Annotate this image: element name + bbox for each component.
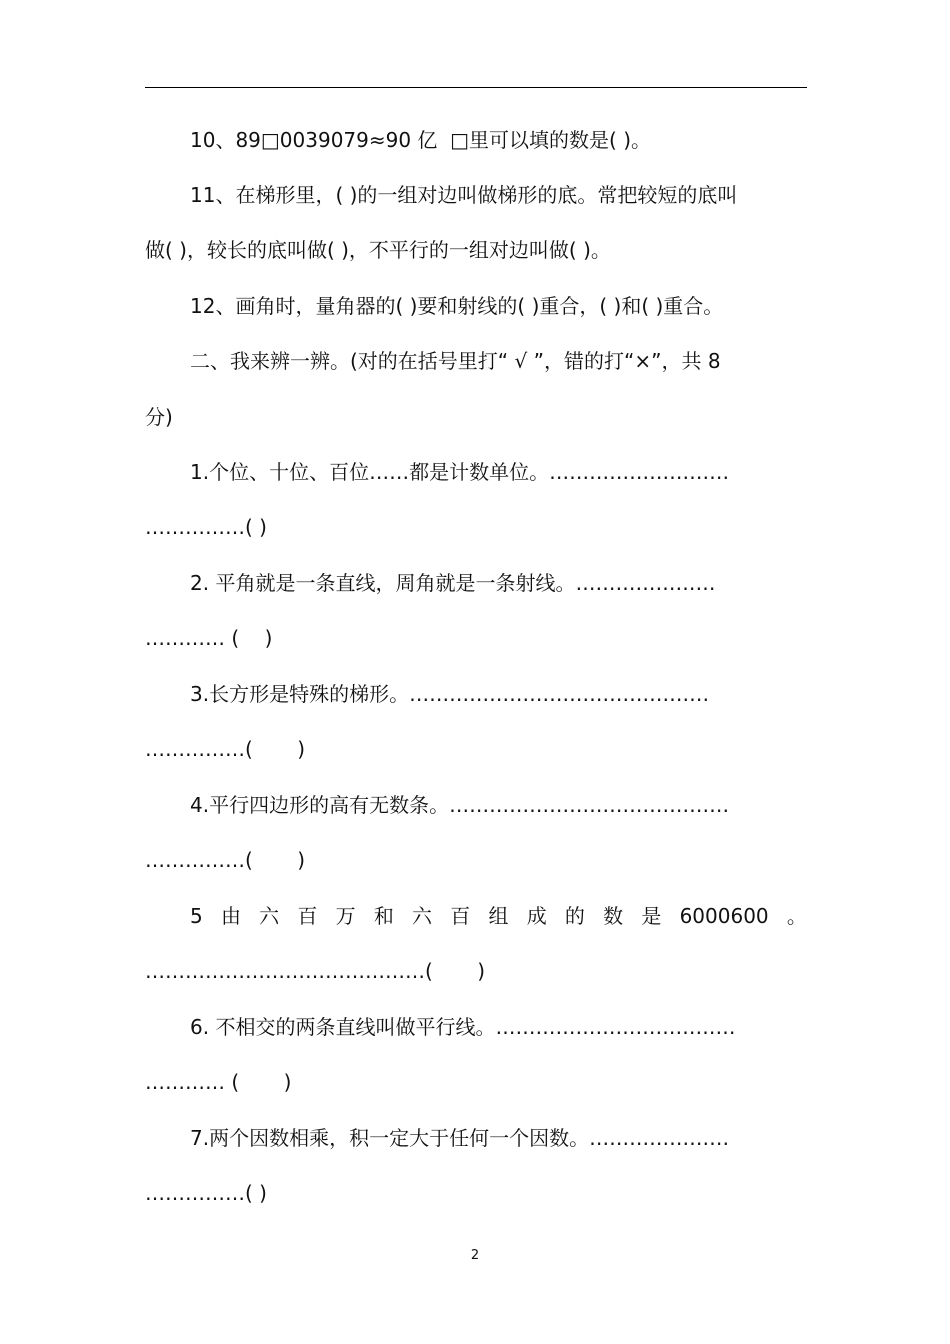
question-10: 10、89□0039079≈90 亿 □里可以填的数是( )。 — [190, 128, 652, 152]
question-11: 11、在梯形里，( )的一组对边叫做梯形的底。常把较短的底叫 — [190, 183, 738, 207]
judge-item-3-cont: ……………( ) — [145, 737, 306, 761]
word: 的 — [564, 904, 585, 928]
judge-item-4: 4.平行四边形的高有无数条。…………………………………… — [190, 793, 730, 817]
judge-item-1-cont: ……………( ) — [145, 515, 267, 539]
judge-item-7: 7.两个因数相乘，积一定大于任何一个因数。………………… — [190, 1126, 730, 1150]
word: 成 — [526, 904, 547, 928]
word: 和 — [373, 904, 394, 928]
judge-item-2: 2. 平角就是一条直线，周角就是一条射线。………………… — [190, 571, 716, 595]
section-heading-cont: 分) — [145, 405, 173, 429]
judge-item-1: 1.个位、十位、百位……都是计数单位。……………………… — [190, 460, 730, 484]
judge-item-3: 3.长方形是特殊的梯形。……………………………………… — [190, 682, 710, 706]
judge-item-6-cont: ………… ( ) — [145, 1070, 292, 1094]
judge-item-5 — [190, 902, 807, 930]
judge-item-5-cont: ……………………………………( ) — [145, 959, 486, 983]
word: 组 — [488, 904, 509, 928]
section-heading: 二、我来辨一辨。(对的在括号里打“ √ ”，错的打“×”，共 8 — [190, 349, 721, 373]
word: 5 — [190, 904, 203, 928]
word: 由 — [220, 904, 241, 928]
word: 数 — [603, 904, 624, 928]
question-12: 12、画角时，量角器的( )要和射线的( )重合，( )和( )重合。 — [190, 294, 724, 318]
judge-item-7-cont: ……………( ) — [145, 1181, 267, 1205]
judge-item-2-cont: ………… ( ) — [145, 626, 273, 650]
word: 百 — [450, 904, 471, 928]
word: 6000600 — [679, 904, 769, 928]
word: 是 — [641, 904, 662, 928]
header-rule — [145, 87, 807, 88]
word: 万 — [335, 904, 356, 928]
judge-item-6: 6. 不相交的两条直线叫做平行线。……………………………… — [190, 1015, 736, 1039]
page-number: 2 — [470, 1248, 480, 1263]
question-11-cont: 做( )，较长的底叫做( )，不平行的一组对边叫做( )。 — [145, 238, 611, 262]
word: 六 — [412, 904, 433, 928]
word: 六 — [259, 904, 280, 928]
word: 。 — [786, 904, 807, 928]
word: 百 — [297, 904, 318, 928]
judge-item-4-cont: ……………( ) — [145, 848, 306, 872]
